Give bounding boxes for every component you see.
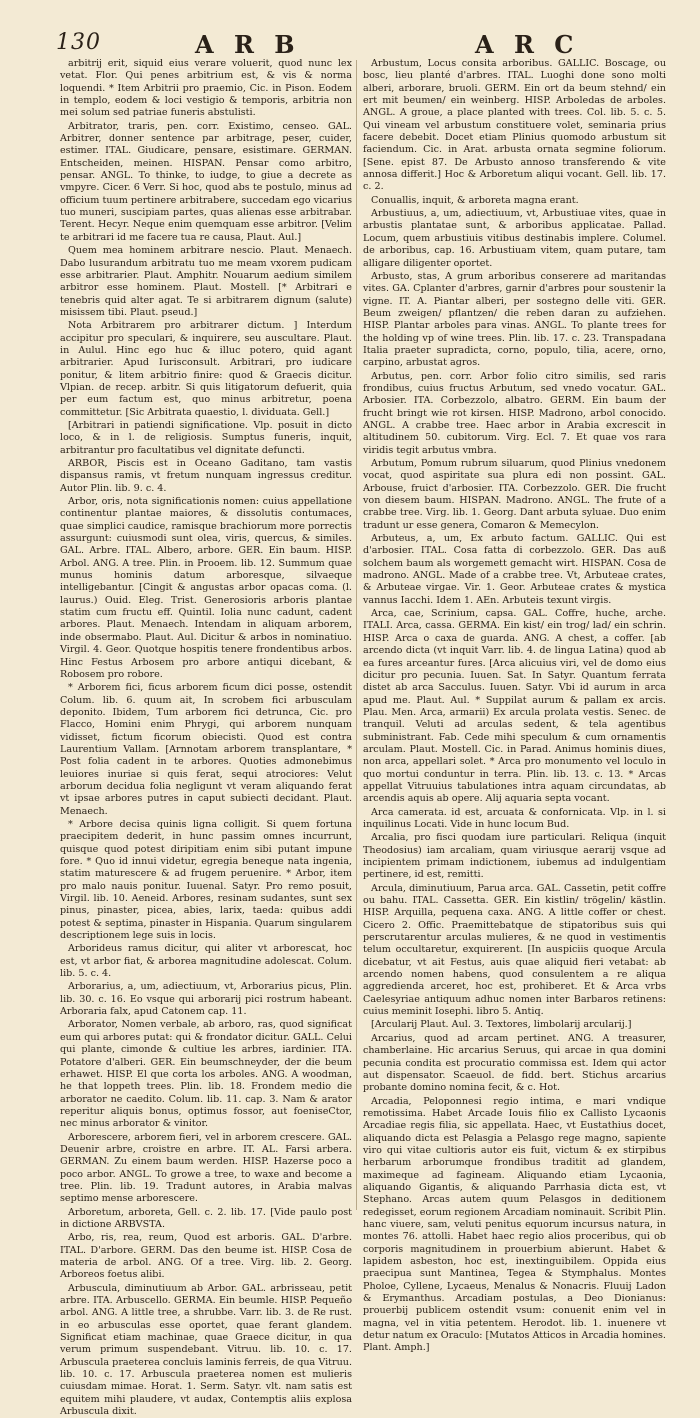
entry: Arca camerata. id est, arcuata & confornicata. Vlp. in l. si inquilinus Locati. Vide in hunc locum Bud. [363, 806, 666, 830]
entry: arbitrij erit, siquid eius verare voluerit, quod nunc lex vetat. Flor. Qui penes arbitrium est, & vis & norma loquendi. * Item Arbitrii pro praemio, Cic. in Pison. Eodem in templo, eodem & loci vestigio & temporis, arbitria non mei solum sed patriae funeris abstulisti. [60, 58, 352, 119]
entry: ARBOR, Piscis est in Oceano Gaditano, tam vastis dispansus ramis, vt fretum nunquam ingressus creditur. Autor Plin. lib. 9. c. 4. [60, 458, 352, 494]
entry: Arbutus, pen. corr. Arbor folio citro similis, sed raris frondibus, cuius fructus Arbutum, sed vnedo vocatur. GAL. Arbosier. ITA. Corbezzolo, albatro. GERM. Ein baum der frucht bringt wie rot kirsen. HISP. Madrono, arbol conocido. ANGL. A crabbe tree. Haec arbor in Arabia excrescit in altitudinem 50. cubitorum. Virg. Ecl. 7. Et quae vos rara viridis tegit arbutus vmbra. [363, 370, 666, 456]
entry: Arborarius, a, um, adiectiuum, vt, Arborarius picus, Plin. lib. 30. c. 16. Eo vsque qui arborarij pici rostrum habeant. Arboraria falx, apud Catonem cap. 11. [60, 981, 352, 1018]
column-divider [356, 60, 357, 1210]
left-column [60, 58, 352, 1418]
entry: Arbitrator, traris, pen. corr. Existimo, censeo. GAL. Arbitrer, donner sentence par arbitrage, peser, cuider, estimer. ITAL. Giudicare, pensare, esistimare. GERMAN. Entscheiden, meinen. HISPAN. Pensar como arbitro, pensar. ANGL. To thinke, to iudge, to giue a decrete as vmpyre. Cicer. 6 Verr. Si hoc, quod abs te postulo, minus ad officium tuum pertinere arbitrabere, succedam ego vicarius tuo muneri, suscipiam partes, quas alienas esse arbitrabar. Terent. Hecyr. Neque enim quemquam esse arbitror. [Velim te arbitrari id me facere tua re causa, Plaut. Aul.] [60, 120, 352, 243]
entry: Arbustiuus, a, um, adiectiuum, vt, Arbustiuae vites, quae in arbustis plantatae sunt, & arboribus applicatae. Pallad. Locum, quem arbustiuis vitibus destinabis implere. Columel. de arboribus, cap. 16. Arbustiuam vitem, quam putare, tam alligare diligenter oportet. [363, 208, 666, 269]
page-header [0, 12, 700, 59]
entry: Arbor, oris, nota significationis nomen: cuius appellatione continentur plantae maiores, & dissolutis contumaces, quae simplici caudice, ramisque brachiorum more porrectis assurgunt: cuiusmodi sunt olea, viris, quercus, & similes. GAL. Arbre. ITAL. Albero, arbore. GER. Ein baum. HISP. Arbol. ANG. A tree. Plin. in Prooem. lib. 12. Summum quae munus hominis datum arboresque, silvaeque intelligebantur. [Cingit & angustas arbor opacas coma. (l. laurus.) Ouid. Eleg. Trist. Generosioris arboris plantae statim cum fructu eff. Quintil. Iolia nunc cadunt, cadent arbores. Plaut. Menaech. Intendam in aliquam arborem, inde obsermabo. Plaut. Aul. Dicitur & arbos in nominatiuo. Virgil. 4. Geor. Quotque hospitis tenere frondentibus arbos. Hinc Festus Arbosem pro arbore antiqui dicebant, & Robosem pro robore. [60, 496, 352, 680]
entry: Quem mea hominem arbitrare nescio. Plaut. Menaech. Dabo lusurandum arbitratu tuo me meam vxorem pudicam esse arbitrarier. Plaut. Amphitr. Nouarum aedium similem arbitror esse hominem. Plaut. Mostell. [* Arbitrari e tenebris quid alter agat. Te si arbitrarem dignum (salute) misissem tibi. Plaut. pseud.] [60, 245, 352, 318]
right-column [363, 58, 666, 1354]
entry: [Arbitrari in patiendi significatione. Vlp. posuit in dicto loco, & in l. de religiosis. Sumptus funeris, inquit, arbitrantur pro facultatibus vel dignitate defuncti. [60, 419, 352, 456]
entry: Conuallis, inquit, & arboreta magna erant. [371, 194, 579, 206]
page-number: 130 [56, 30, 101, 55]
entry: Arbuteus, a, um, Ex arbuto factum. GALLIC. Qui est d'arbosier. ITAL. Cosa fatta di corbezzolo. GER. Das auß solchem baum als worgemett gemacht wirt. HISPAN. Cosa de madrono. ANGL. Made of a crabbe tree. Vt, Arbuteae crates, & Arbuteae virgae. Vir. 1. Geor. Arbuteae crates & mystica vannus Iacchi. Idem 1. AEn. Arbuteis texunt virgis. [363, 533, 666, 606]
entry: Arbo, ris, rea, reum, Quod est arboris. GAL. D'arbre. ITAL. D'arbore. GERM. Das den beume ist. HISP. Cosa de materia de arbol. ANG. Of a tree. Virg. lib. 2. Georg. Arboreos foetus alibi. [60, 1232, 352, 1281]
entry: Arca, cae, Scrinium, capsa. GAL. Coffre, huche, arche. ITALI. Arca, cassa. GERMA. Ein kist/ ein trog/ lad/ ein schrin. HISP. Arca o caxa de guarda. ANG. A chest, a coffer. [ab arcendo dicta (vt inquit Varr. lib. 4. de lingua Latina) quod ab ea fures arceantur fures. [Arca alicuius viri, vel de domo eius dicitur pro pecunia. Iuuen. Sat. In Satyr. Quantum ferrata distet ab arca Sacculus. Iuuen. Satyr. Vbi id aurum in arca apud me. Plaut. Aul. * Suppilat aurum & pallam ex arcis. Plau. Men. Arca, armarii) Ex arcula prolata vestis. Senec. de tranquil. Veluti ad arculas sedent, & tela agentibus subministrant. Fab. Cede mihi speculum & cum ornamentis arculam. Plaut. Mostell. Cic. in Parad. Animus hominis diues, non arca, appellari solet. * Arca pro monumento vel loculo in quo mortui conduntur in terra. Plin. lib. 13. c. 13. * Arcas appellat Vitruuius tabulationes intra aquam circundatas, ab arcendis aquis ab opere. Alij aquaria septa vocant. [363, 608, 666, 805]
entry: Arcalia, pro fisci quodam iure particulari. Reliqua (inquit Theodosius) iam arcaliam, quam viriusque aerarij vsque ad incipientem primam indictionem, iubemus ad indulgentiam pertinere, id est, remitti. [363, 832, 666, 881]
entry: Arborescere, arborem fieri, vel in arborem crescere. GAL. Deuenir arbre, croistre en arbre. IT. AL. Farsi arbera. GERMAN. Zu einem baum werden. HISP. Hazerse poco a poco arbor. ANGL. To growe a tree, to waxe and become a tree. Plin. lib. 19. Tradunt autores, in Arabia malvas septimo mense arborescere. [60, 1131, 352, 1205]
entry: Arbuscula, diminutiuum ab Arbor. GAL. arbrisseau, petit arbre. ITA. Arbuscello. GERMA. Ein beumle. HISP. Pequeño arbol. ANG. A little tree, a shrubbe. Varr. lib. 3. de Re rust. in eo arbusculas esse oportet, quae ferant glandem. Significat etiam machinae, quae Graece dicitur, in qua verum primum suspendebant. Vitruu. lib. 10. c. 17. Arbuscula praeterea concluis laminis ferreis, de qua Vitruu. lib. 10. c. 17. Arbuscula praeterea nomen est mulieris cuiusdam mimae. Horat. 1. Serm. Satyr. vlt. nam satis est equitem mihi plaudere, vt audax, Contemptis aliis explosa Arbuscula dixit. [60, 1282, 352, 1418]
entry: Arcadia, Peloponnesi regio intima, e mari vndique remotissima. Habet Arcade Iouis filio ex Callisto Lycaonis Arcadiae regis filia, sic appellata. Haec, vt Eustathius docet, aliquando dicta est Pelasgia a Pelasgo rege magno, sapiente viro qui vitae cultioris autor eis fuit, victum & ex stirpibus herbarum arborumque frondibus traditit ad glandem, maximeque ad fagineam. Aliquando etiam Lycaonia, aliquando Gigantis, & aliquando Parrhasia dicta est, vt Stephano. Arcas autem quum Pelasgos in deditionem redegisset, eorum regionem Arcadiam nominauit. Scribit Plin. hanc viuere, sam, veluti penitus equorum incursus natura, in montes 76. attolli. Habet haec regio alios proceribus, qui ob corporis magnitudinem in prouerbium abierunt. Habet & lapidem asbeston, hoc est, inextinguibilem. Oppida eius praecipua sunt Mantinea, Tegea & Stymphalus. Montes Pholoe, Cyllene, Lycaeus, Menalus & Nonacris. Fluuij Ladon & Erymanthus. Arcadiam postulas, a Deo Dionianus: prouerbij publicem ostendit vsum: conuenit enim vel in magna, vel in vitia petentem. Herodot. lib. 1. inuenere vt detur natum ex Oraculo: [Mutatos Atticos in Arcadia homines. Plant. Amph.] [363, 1095, 666, 1354]
entry: Arcarius, quod ad arcam pertinet. ANG. A treasurer, chamberlaine. Hic arcarius Seruus, qui arcae in qua domini pecunia condita est procuratio commissa est. Idem qui actor aut dispensator. Scaeuol. de fidd. bert. Stichus arcarius probante domino nomina fecit, & c. Hot. [363, 1032, 666, 1094]
entry: Arbutum, Pomum rubrum siluarum, quod Plinius vnedonem vocat, quod aspiritate sua plura edi non possint. GAL. Arbouse, fruict d'arbosier. ITA. Corbezzolo. GER. Die frucht von diesem baum. HISPAN. Madrono. ANGL. The frute of a crabbe tree. Virg. lib. 1. Georg. Dant arbuta syluae. Duo enim tradunt ur esse genera, Comaron & Memecylon. [363, 458, 666, 531]
entry: Arbustum, Locus consita arboribus. GALLIC. Boscage, ou bosc, lieu planté d'arbres. ITAL. Luoghi done sono molti alberi, arborare, bruoli. GERM. Ein ort da beum stehnd/ ein ert mit beumen/ ein weinberg. HISP. Arboledas de arboles. ANGL. A groue, a place planted with trees. Col. lib. 5. c. 5. Qui vineam vel arbustum constituere volet, seminaria prius facere debebit. Docet etiam Plinius quomodo arbustum sit faciendum. Cic. in Arat. arbusta ornata segmine foliorum. [Sene. epist 87. De Arbusto annoso transferendo & vite annosa differit.] Hoc & Arboretum aliqui vocant. Gell. lib. 17. c. 2. [363, 58, 666, 193]
entry: * Arborem fici, ficus arborem ficum dici posse, ostendit Colum. lib. 6. quum ait, In scrobem fici arbusculam deponito. Ibidem, Tum arborem fici detrunca, Cic. pro Flacco, Homini enim Phrygi, qui arborem nunquam vidisset, fictum ficorum obiecisti. Quod est contra Laurentium Vallam. [Arnnotam arborem transplantare, * Post folia cadent in te arbores. Quoties admonebimus leuiores inuriae si quis ferat, sequi atrociores: Velut arborum decidua folia negligunt vt veram aliquando ferat vt ipsae arbores putres in caput subiecti decidant. Plaut. Menaech. [60, 682, 352, 817]
running-head-right: A R C [475, 30, 580, 59]
entry: Arbusto, stas, A grum arboribus conserere ad maritandas vites. GA. Cplanter d'arbres, garnir d'arbres pour soustenir la vigne. IT. A. Piantar alberi, per sostegno delle viti. GER. Beum zweigen/ pflantzen/ die reben daran zu aufziehen. HISP. Plantar arboles para vinas. ANGL. To plante trees for the holding vp of wine trees. Plin. lib. 17. c. 23. Transpadana Italia praeter supradicta, corno, populo, tilia, acere, orno, carpino, arbustat agros. [363, 270, 666, 369]
entry: Arborideus ramus dicitur, qui aliter vt arborescat, hoc est, vt arbor fiat, & arborea magnitudine adolescat. Colum. lib. 5. c. 4. [60, 943, 352, 980]
entry: Arcula, diminutiuum, Parua arca. GAL. Cassetin, petit coffre ou bahu. ITAL. Cassetta. GER. Ein kistlin/ trögelin/ kästlin. HISP. Arquilla, pequena caxa. ANG. A little coffer or chest. Cicero 2. Offic. Praemittebatque de stipatoribus suis qui perscrutarentur arculas mulieres, & ne quod in vestimentis telum occultaretur, exquirerent. [In auspiciis quoque Arcula dicebatur, vt ait Festus, auis quae aliquid fieri vetabat: ab arcendo nomen habens, quod consulentem a re aliqua aggredienda arceret, hoc est, prohiberet. Et & Arca vrbs Caelesyriae antiquum adhuc nomen inter Barbaros retinens: cuius meminit Iosephi. libro 5. Antiq. [363, 882, 666, 1018]
running-head-left: A R B [195, 30, 301, 59]
entry: Arboretum, arboreta, Gell. c. 2. lib. 17. [Vide paulo post in dictione ARBVSTA. [60, 1206, 352, 1230]
entry: Nota Arbitrarem pro arbitrarer dictum. ] Interdum accipitur pro speculari, & inquirere, seu auscultare. Plaut. in Aulul. Hinc ego huc & illuc potero, quid agant arbitrarier. Apud Iurisconsult. Arbitrari, pro iudicare ponitur, & litem arbitrio finire: quod & Graecis dicitur. Vlpian. de recep. arbitr. Si quis litigatorum defuerit, quia per eum factum est, quo minus arbitretur, poena committetur. [Sic Arbitrata quaestio, l. dividuata. Gell.] [60, 320, 352, 418]
entry: [Arcularij Plaut. Aul. 3. Textores, limbolarij arcularij.] [371, 1019, 632, 1031]
entry: * Arbore decisa quinis ligna colligit. Si quem fortuna praecipitem dederit, in hunc passim omnes incurrunt, quisque quod potest diripitiam enim sibi putant impune fore. * Quo id innui videtur, egregia beneque nata ingenia, statim maturescere & ad frugem peruenire. * Arbor, item pro malo nauis ponitur. Iuuenal. Satyr. Pro remo posuit, Virgil. lib. 10. Aeneid. Arbores, resinam sudantes, sunt sex pinus, pinaster, picea, abies, larix, taeda: quibus addi potest & septima, pinaster in Hispania. Quarum singularem descriptionem lege suis in locis. [60, 818, 352, 942]
entry: Arborator, Nomen verbale, ab arboro, ras, quod significat eum qui arbores putat: qui & frondator dicitur. GALL. Celui qui plante, cimonde & cultiue les arbres, iardinier. ITA. Potatore d'alberi. GER. Ein beumschneyder, der die beum erhawet. HISP. El que corta los arboles. ANG. A woodman, he that loppeth trees. Plin. lib. 18. Frondem medio die arborator ne caedito. Colum. lib. 11. cap. 3. Nam & arator reperitur aliquis bonus, optimus fossor, aut foeniseСtor, nec minus arborator & vinitor. [60, 1019, 352, 1130]
